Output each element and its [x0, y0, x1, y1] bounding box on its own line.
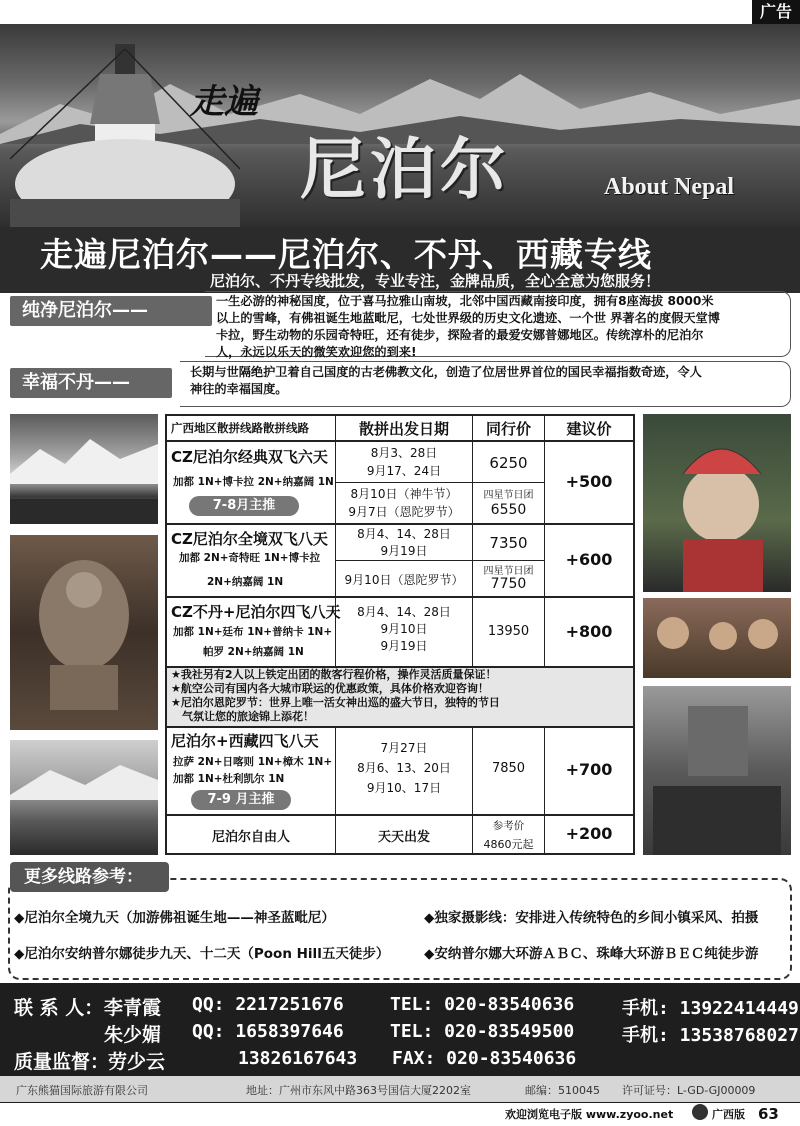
route-cities: 加都 1N+杜利凯尔 1N — [173, 773, 285, 785]
trade-price: 7350 — [489, 534, 528, 552]
route-cities: 加都 2N+奇特旺 1N+博卡拉 — [179, 552, 321, 564]
route-name: CZ尼泊尔全境双飞八天 — [171, 530, 328, 548]
more-routes-box — [8, 878, 792, 980]
price-label: 参考价 — [492, 820, 525, 832]
date-item: 9月19日 — [380, 544, 428, 558]
banner-image — [0, 24, 800, 227]
main-title: 走遍尼泊尔——尼泊尔、不丹、西藏专线 — [40, 235, 652, 274]
date-item: 8月4、14、28日 — [357, 605, 451, 619]
quality-label: 质量监督： — [14, 1051, 110, 1073]
route-name: 尼泊尔自由人 — [211, 830, 290, 845]
contact-name: 李青霞 — [104, 997, 162, 1019]
note-item: ★航空公司有国内各大城市联运的优惠政策，具体价格欢迎咨询！ — [171, 682, 489, 695]
sub-title: 尼泊尔、不丹专线批发，专业专注，金牌品质，全心全意为您服务！ — [210, 272, 661, 290]
kumari-girl-photo — [643, 414, 791, 592]
header-dates: 散拼出发日期 — [358, 420, 449, 438]
table-notes — [171, 668, 631, 724]
date-item: 9月19日 — [380, 639, 428, 653]
mountain-trekkers-photo — [10, 414, 158, 524]
date-item: 8月6、13、20日 — [357, 761, 451, 775]
header-route: 广西地区散拼线路散拼线路 — [171, 421, 309, 435]
browse-text: 欢迎浏览电子版 www.zyoo.net — [505, 1108, 674, 1121]
brand-english-text: About Nepal — [604, 174, 735, 200]
sunrise-mountain-photo — [10, 740, 158, 855]
date-item: 9月7日（恩陀罗节） — [348, 505, 460, 519]
dancers-photo — [643, 598, 791, 678]
contact-label: 联 系 人： — [14, 997, 104, 1019]
contact-tel: TEL: 020-83540636 — [390, 994, 575, 1015]
ad-label: 广告 — [752, 0, 800, 24]
departure-dates — [336, 444, 472, 480]
festival-chariot-photo — [643, 686, 791, 855]
contact-mobile: 手机: 13538768027 — [622, 1025, 799, 1046]
contact-qq: QQ: 1658397646 — [192, 1021, 344, 1042]
company-license: 许可证号：L-GD-GJ00009 — [622, 1084, 756, 1097]
contact-tel: TEL: 020-83549500 — [390, 1021, 575, 1042]
company-name: 广东熊猫国际旅游有限公司 — [16, 1084, 148, 1097]
festival-price: 7750 — [490, 576, 527, 592]
more-route-item: ◆尼泊尔安纳普尔娜徒步九天、十二天（Poon Hill五天徒步） — [14, 946, 390, 962]
trade-price: 4860元起 — [483, 838, 534, 851]
route-cities: 加都 1N+博卡拉 2N+纳嘉阔 1N — [173, 476, 334, 488]
deity-carving-photo — [10, 535, 158, 730]
company-postcode: 邮编：510045 — [525, 1084, 600, 1097]
promo-tag: 7-8月主推 — [189, 496, 299, 516]
date-item: 9月17、24日 — [366, 464, 442, 478]
note-item: ★我社另有2人以上铁定出团的散客行程价格，操作灵活质量保证！ — [171, 668, 497, 681]
route-cities: 帕罗 2N+纳嘉阔 1N — [203, 646, 304, 658]
route-cities: 加都 1N+廷布 1N+普纳卡 1N+ — [173, 626, 333, 638]
contact-name: 朱少媚 — [104, 1024, 162, 1046]
festival-dates — [336, 485, 472, 521]
date-item: 9月10日 — [380, 622, 428, 636]
brand-big-text: 尼泊尔 — [300, 130, 510, 208]
note-item: 气氛让您的旅途锦上添花！ — [171, 710, 314, 723]
date-item: 9月10、17日 — [366, 781, 442, 795]
more-route-item: ◆独家摄影线：安排进入传统特色的乡间小镇采风、拍摄 — [424, 910, 759, 926]
intro-nepal-label: 纯净尼泊尔—— — [10, 296, 212, 326]
suggested-price: +800 — [565, 622, 613, 641]
more-route-item: ◆安纳普尔娜大环游ＡＢＣ、珠峰大环游ＢＥＣ纯徒步游 — [424, 946, 759, 962]
date-item: 7月27日 — [380, 741, 428, 755]
departure-dates: 天天出发 — [377, 830, 430, 845]
contact-qq: QQ: 2217251676 — [192, 994, 344, 1015]
stupa-illustration — [10, 39, 240, 227]
trade-price: 6250 — [489, 454, 528, 472]
festival-note: 四星节日团 — [483, 566, 534, 577]
quality-name: 劳少云 — [108, 1051, 166, 1073]
header-trade-price: 同行价 — [485, 420, 531, 438]
route-name: CZ不丹+尼泊尔四飞八天 — [171, 603, 341, 621]
intro-nepal-text — [216, 293, 786, 361]
note-item: ★尼泊尔恩陀罗节：世界上唯一活女神出巡的盛大节日，独特的节日 — [171, 696, 500, 709]
date-item: 8月10日（神牛节） — [350, 487, 458, 501]
route-table — [165, 414, 635, 855]
edition-label: 广西版 — [712, 1108, 745, 1121]
logo-icon — [692, 1104, 708, 1120]
festival-note: 四星节日团 — [483, 490, 534, 501]
brand-small-text: 走遍 — [190, 82, 258, 122]
festival-dates: 9月10日（恩陀罗节） — [344, 573, 464, 587]
quality-phone: 13826167643 — [238, 1048, 358, 1069]
intro-nepal-line: 一生必游的神秘国度，位于喜马拉雅山南坡，北邻中国西藏南接印度，拥有8座海拔 8000米 — [216, 294, 714, 308]
departure-dates — [336, 738, 472, 798]
date-item: 8月4、14、28日 — [357, 527, 451, 541]
suggested-price: +600 — [565, 550, 613, 569]
date-item: 8月3、28日 — [370, 446, 438, 460]
intro-nepal-line: 卡拉，野生动物的乐园奇特旺，还有徒步，探险者的最爱安娜普娜地区。传统淳朴的尼泊尔 — [216, 328, 704, 342]
company-address: 地址：广州市东风中路363号国信大厦2202室 — [246, 1084, 471, 1097]
suggested-price: +500 — [565, 472, 613, 491]
more-routes-label: 更多线路参考： — [10, 862, 169, 892]
intro-bhutan-line: 神往的幸福国度。 — [190, 382, 288, 396]
route-cities: 2N+纳嘉阔 1N — [207, 576, 284, 588]
header-suggested-price: 建议价 — [566, 420, 612, 438]
suggested-price: +700 — [565, 760, 613, 779]
trade-price: 13950 — [487, 624, 530, 639]
contact-mobile: 手机: 13922414449 — [622, 998, 799, 1019]
page-number: 63 — [758, 1105, 779, 1123]
contact-fax: FAX: 020-83540636 — [392, 1048, 577, 1069]
more-route-item: ◆尼泊尔全境九天（加游佛祖诞生地——神圣蓝毗尼） — [14, 910, 335, 926]
intro-nepal-line: 以上的雪峰，有佛祖诞生地蓝毗尼，七处世界级的历史文化遗迹、一个世 界著名的度假天堂博 — [216, 311, 720, 325]
intro-nepal-line: 人，永远以乐天的微笑欢迎您的到来! — [216, 345, 417, 359]
route-name: CZ尼泊尔经典双飞六天 — [171, 448, 328, 466]
intro-bhutan-line: 长期与世隔绝护卫着自己国度的古老佛教文化，创造了位居世界首位的国民幸福指数奇迹，令人 — [190, 365, 702, 379]
route-name: 尼泊尔+西藏四飞八天 — [171, 732, 319, 750]
trade-price: 7850 — [491, 761, 526, 776]
intro-bhutan-label: 幸福不丹—— — [10, 368, 172, 398]
departure-dates — [336, 604, 472, 655]
route-cities: 拉萨 2N+日喀则 1N+樟木 1N+ — [173, 756, 333, 768]
festival-price: 6550 — [490, 502, 527, 518]
departure-dates — [336, 526, 472, 560]
suggested-price: +200 — [565, 824, 613, 843]
promo-tag: 7-9 月主推 — [191, 790, 291, 810]
intro-bhutan-text — [190, 364, 785, 398]
